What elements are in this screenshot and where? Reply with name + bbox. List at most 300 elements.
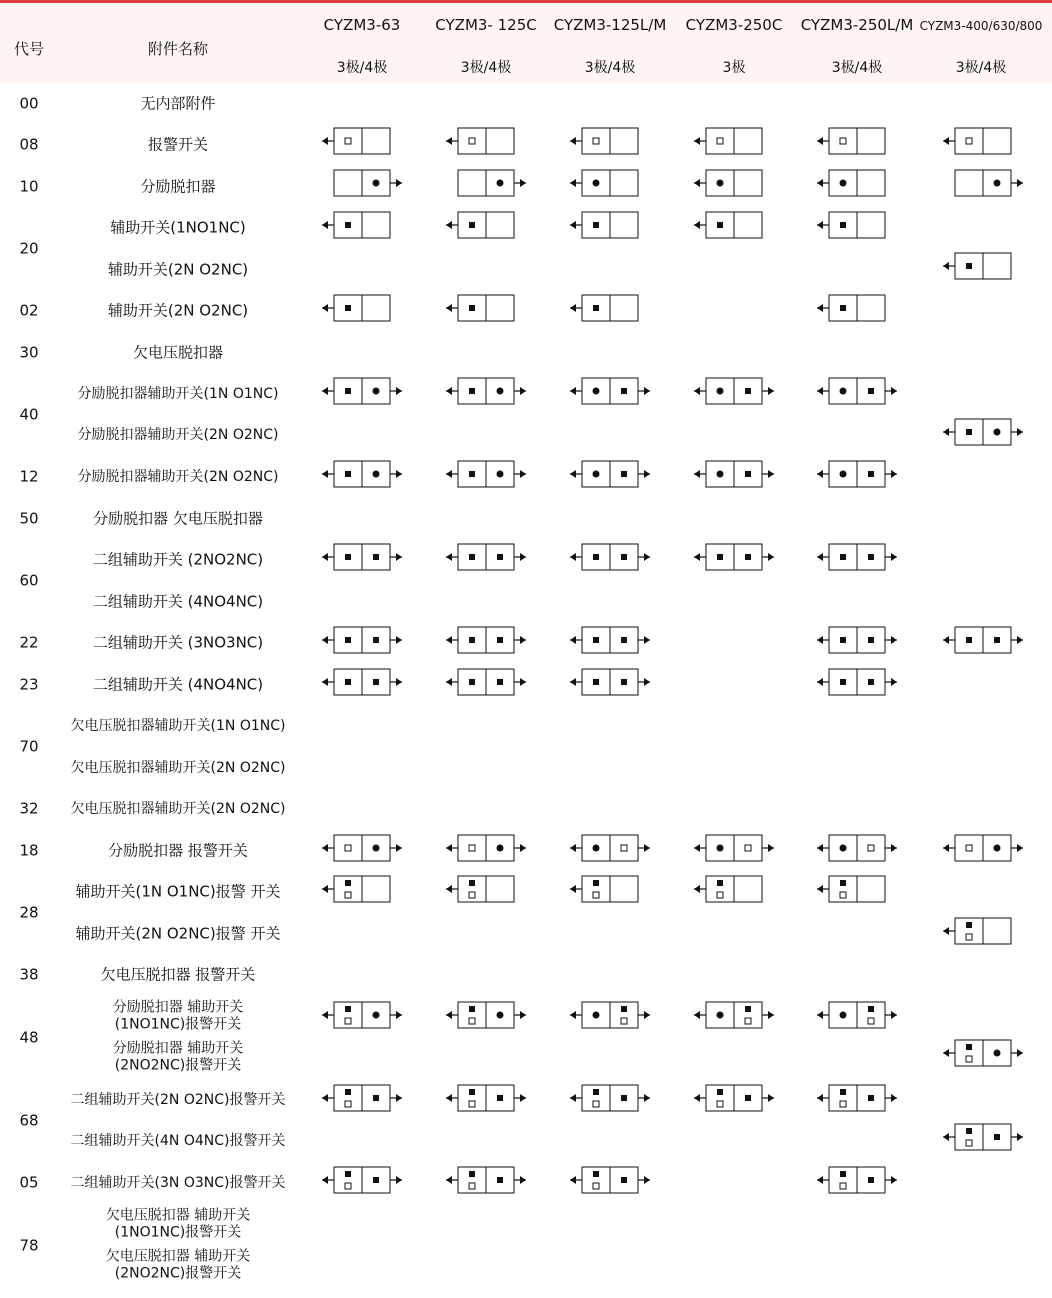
aux-switch-mark <box>373 1177 379 1183</box>
aux-switch-mark <box>840 1171 846 1177</box>
name-cell: 分励脱扣器辅助开关(1N O1NC) <box>77 386 279 402</box>
aux-switch-mark <box>621 637 627 643</box>
name-cell: 欠电压脱扣器 <box>132 343 223 362</box>
arrow-icon <box>446 470 452 478</box>
alarm-switch-mark <box>345 892 351 898</box>
code-cell: 40 <box>19 405 39 424</box>
aux-switch-mark <box>469 1006 475 1012</box>
accessory-symbol <box>817 669 897 695</box>
arrow-icon <box>694 387 700 395</box>
code-cell: 60 <box>19 571 39 590</box>
aux-switch-mark <box>593 554 599 560</box>
alarm-switch-mark <box>469 892 475 898</box>
name-cell: 辅助开关(1N O1NC)报警 开关 <box>75 882 281 901</box>
alarm-switch-mark <box>469 1101 475 1107</box>
poles-header-5: 3极/4极 <box>831 60 883 76</box>
alarm-switch-mark <box>469 845 475 851</box>
arrow-icon <box>694 179 700 187</box>
name-cell: 辅助开关(1NO1NC) <box>110 218 246 237</box>
code-cell: 70 <box>19 737 39 756</box>
aux-switch-mark <box>593 1171 599 1177</box>
accessory-symbol <box>570 461 650 487</box>
arrow-icon <box>817 1176 823 1184</box>
aux-switch-mark <box>345 471 351 477</box>
arrow-icon <box>520 1011 526 1019</box>
accessory-symbol <box>943 627 1023 653</box>
arrow-icon <box>322 1176 328 1184</box>
accessory-symbol <box>322 835 402 861</box>
alarm-switch-mark <box>593 892 599 898</box>
arrow-icon <box>396 844 402 852</box>
arrow-icon <box>446 1094 452 1102</box>
arrow-icon <box>570 636 576 644</box>
poles-header-4: 3极 <box>722 60 746 76</box>
accessory-symbol <box>694 1085 774 1111</box>
aux-switch-mark <box>745 471 751 477</box>
alarm-switch-mark <box>345 1101 351 1107</box>
arrow-icon <box>520 636 526 644</box>
shunt-release-mark <box>717 1012 724 1019</box>
code-cell: 08 <box>19 135 39 154</box>
accessory-symbol <box>817 835 897 861</box>
model-header-4: CYZM3-250C <box>685 16 783 34</box>
arrow-icon <box>694 885 700 893</box>
accessory-symbol <box>570 1085 650 1111</box>
aux-switch-mark <box>469 880 475 886</box>
model-header-2: CYZM3- 125C <box>435 16 537 34</box>
arrow-icon <box>817 304 823 312</box>
arrow-icon <box>644 470 650 478</box>
arrow-icon <box>322 844 328 852</box>
arrow-icon <box>570 137 576 145</box>
accessory-symbol <box>570 128 638 154</box>
arrow-icon <box>322 678 328 686</box>
code-cell: 18 <box>19 841 39 860</box>
arrow-icon <box>570 179 576 187</box>
aux-switch-mark <box>469 1171 475 1177</box>
arrow-icon <box>891 553 897 561</box>
arrow-icon <box>768 844 774 852</box>
arrow-icon <box>520 387 526 395</box>
accessory-symbol <box>570 876 638 902</box>
aux-switch-mark <box>868 679 874 685</box>
shunt-release-mark <box>840 845 847 852</box>
arrow-icon <box>446 221 452 229</box>
arrow-icon <box>694 221 700 229</box>
model-header-5: CYZM3-250L/M <box>800 16 914 34</box>
accessory-symbol <box>446 295 514 321</box>
shunt-release-mark <box>840 180 847 187</box>
code-cell: 00 <box>19 94 39 113</box>
accessory-symbol <box>694 170 762 196</box>
aux-switch-mark <box>621 1006 627 1012</box>
aux-switch-mark <box>966 263 972 269</box>
arrow-icon <box>446 885 452 893</box>
arrow-icon <box>943 428 949 436</box>
accessory-symbol <box>446 128 514 154</box>
aux-switch-mark <box>745 554 751 560</box>
arrow-icon <box>943 927 949 935</box>
model-header-6: CYZM3-400/630/800 <box>919 19 1043 33</box>
aux-switch-mark <box>868 1095 874 1101</box>
arrow-icon <box>768 1011 774 1019</box>
name-cell: 欠电压脱扣器 辅助开关 <box>105 1248 251 1265</box>
shunt-release-mark <box>840 388 847 395</box>
accessory-symbol <box>570 378 650 404</box>
accessory-symbol <box>817 627 897 653</box>
shunt-release-mark <box>994 429 1001 436</box>
aux-switch-mark <box>621 388 627 394</box>
name-cell: 分励脱扣器 辅助开关 <box>112 999 244 1016</box>
accessory-symbol <box>694 461 774 487</box>
arrow-icon <box>396 678 402 686</box>
arrow-icon <box>570 304 576 312</box>
alarm-switch-mark <box>345 1183 351 1189</box>
aux-switch-mark <box>593 222 599 228</box>
accessory-symbol <box>943 1040 1023 1066</box>
alarm-switch-mark <box>966 1140 972 1146</box>
shunt-release-mark <box>593 471 600 478</box>
alarm-switch-mark <box>621 1018 627 1024</box>
arrow-icon <box>396 1094 402 1102</box>
accessory-symbol <box>322 627 402 653</box>
aux-switch-mark <box>469 305 475 311</box>
arrow-icon <box>322 885 328 893</box>
aux-switch-mark <box>469 554 475 560</box>
arrow-icon <box>817 678 823 686</box>
accessory-symbol <box>446 1002 526 1028</box>
accessory-symbol <box>322 128 390 154</box>
arrow-icon <box>520 1176 526 1184</box>
arrow-icon <box>644 387 650 395</box>
aux-switch-mark <box>966 1128 972 1134</box>
aux-switch-mark <box>994 637 1000 643</box>
arrow-icon <box>817 636 823 644</box>
name-cell: 无内部附件 <box>140 94 216 113</box>
accessory-symbol <box>446 669 526 695</box>
arrow-icon <box>446 636 452 644</box>
arrow-icon <box>644 636 650 644</box>
arrow-icon <box>694 553 700 561</box>
arrow-icon <box>817 844 823 852</box>
arrow-icon <box>694 1011 700 1019</box>
aux-switch-mark <box>840 305 846 311</box>
alarm-switch-mark <box>868 1018 874 1024</box>
arrow-icon <box>817 553 823 561</box>
arrow-icon <box>943 1049 949 1057</box>
aux-switch-mark <box>497 554 503 560</box>
arrow-icon <box>322 470 328 478</box>
arrow-icon <box>644 844 650 852</box>
arrow-icon <box>644 1176 650 1184</box>
arrow-icon <box>891 636 897 644</box>
alarm-switch-mark <box>840 1183 846 1189</box>
arrow-icon <box>694 470 700 478</box>
arrow-icon <box>570 470 576 478</box>
aux-switch-mark <box>373 1095 379 1101</box>
arrow-icon <box>446 1011 452 1019</box>
aux-switch-mark <box>593 679 599 685</box>
aux-switch-mark <box>497 679 503 685</box>
accessory-symbol <box>694 212 762 238</box>
shunt-release-mark <box>717 471 724 478</box>
aux-switch-mark <box>840 222 846 228</box>
arrow-icon <box>396 470 402 478</box>
accessory-symbol <box>817 1167 897 1193</box>
accessory-symbol <box>817 378 897 404</box>
code-cell: 50 <box>19 509 39 528</box>
aux-switch-mark <box>345 388 351 394</box>
name-cell: 欠电压脱扣器辅助开关(2N O2NC) <box>70 801 286 817</box>
aux-switch-mark <box>717 222 723 228</box>
accessory-symbol <box>322 1085 402 1111</box>
arrow-icon <box>570 553 576 561</box>
aux-switch-mark <box>469 679 475 685</box>
aux-switch-mark <box>745 388 751 394</box>
code-cell: 78 <box>19 1236 39 1255</box>
aux-switch-mark <box>345 679 351 685</box>
alarm-switch-mark <box>966 845 972 851</box>
aux-switch-mark <box>497 637 503 643</box>
name-cell: (1NO1NC)报警开关 <box>114 1016 242 1033</box>
arrow-icon <box>891 1176 897 1184</box>
shunt-release-mark <box>717 388 724 395</box>
arrow-icon <box>817 387 823 395</box>
arrow-icon <box>1017 1049 1023 1057</box>
arrow-icon <box>1017 428 1023 436</box>
arrow-icon <box>322 221 328 229</box>
accessory-symbol <box>817 170 885 196</box>
arrow-icon <box>396 553 402 561</box>
name-cell: 分励脱扣器 欠电压脱扣器 <box>93 509 263 528</box>
accessory-symbol <box>694 128 762 154</box>
accessory-symbol <box>817 876 885 902</box>
arrow-icon <box>817 1011 823 1019</box>
shunt-release-mark <box>373 845 380 852</box>
shunt-release-mark <box>593 1012 600 1019</box>
arrow-icon <box>768 553 774 561</box>
aux-switch-mark <box>345 222 351 228</box>
aux-switch-mark <box>593 1089 599 1095</box>
arrow-icon <box>768 1094 774 1102</box>
alarm-switch-mark <box>469 1018 475 1024</box>
name-cell: 分励脱扣器辅助开关(2N O2NC) <box>77 427 279 443</box>
shunt-release-mark <box>994 845 1001 852</box>
name-cell: 二组辅助开关 (4NO4NC) <box>92 675 264 694</box>
poles-header-3: 3极/4极 <box>584 60 636 76</box>
arrow-icon <box>943 1133 949 1141</box>
alarm-switch-mark <box>621 845 627 851</box>
code-cell: 20 <box>19 239 39 258</box>
accessory-symbol <box>955 170 1023 196</box>
arrow-icon <box>891 387 897 395</box>
aux-switch-mark <box>497 1177 503 1183</box>
aux-switch-mark <box>373 637 379 643</box>
shunt-release-mark <box>373 388 380 395</box>
shunt-release-mark <box>840 1012 847 1019</box>
arrow-icon <box>396 1176 402 1184</box>
accessory-symbol <box>446 627 526 653</box>
alarm-switch-mark <box>469 138 475 144</box>
aux-switch-mark <box>717 1089 723 1095</box>
accessory-symbol <box>322 544 402 570</box>
arrow-icon <box>322 553 328 561</box>
name-cell: 分励脱扣器 报警开关 <box>108 841 248 860</box>
accessory-symbol <box>570 295 638 321</box>
alarm-switch-mark <box>469 1183 475 1189</box>
arrow-icon <box>817 1094 823 1102</box>
accessory-symbol <box>694 835 774 861</box>
arrow-icon <box>570 387 576 395</box>
arrow-icon <box>520 553 526 561</box>
arrow-icon <box>644 1094 650 1102</box>
shunt-release-mark <box>717 180 724 187</box>
model-header-3: CYZM3-125L/M <box>553 16 667 34</box>
arrow-icon <box>943 262 949 270</box>
accessory-symbol <box>694 876 762 902</box>
name-cell: 辅助开关(2N O2NC) <box>107 301 249 320</box>
accessory-symbol <box>446 1085 526 1111</box>
alarm-switch-mark <box>593 138 599 144</box>
arrow-icon <box>570 844 576 852</box>
aux-switch-mark <box>868 388 874 394</box>
aux-switch-mark <box>373 679 379 685</box>
aux-switch-mark <box>593 880 599 886</box>
accessory-symbol <box>570 835 650 861</box>
aux-switch-mark <box>745 1006 751 1012</box>
name-cell: 报警开关 <box>147 135 208 154</box>
accessory-symbol <box>817 544 897 570</box>
accessory-symbol <box>322 876 390 902</box>
arrow-icon <box>520 844 526 852</box>
accessory-symbol <box>322 295 390 321</box>
accessory-symbol <box>943 835 1023 861</box>
aux-switch-mark <box>345 1171 351 1177</box>
arrow-icon <box>644 553 650 561</box>
alarm-switch-mark <box>966 1056 972 1062</box>
aux-switch-mark <box>621 471 627 477</box>
name-cell: 欠电压脱扣器 报警开关 <box>100 965 256 984</box>
arrow-icon <box>1017 636 1023 644</box>
arrow-icon <box>644 678 650 686</box>
code-cell: 12 <box>19 467 39 486</box>
alarm-switch-mark <box>745 1018 751 1024</box>
accessory-symbol <box>817 212 885 238</box>
arrow-icon <box>644 1011 650 1019</box>
aux-switch-mark <box>469 222 475 228</box>
poles-header-1: 3极/4极 <box>336 60 388 76</box>
name-cell: 分励脱扣器 辅助开关 <box>112 1040 244 1057</box>
arrow-icon <box>322 387 328 395</box>
accessory-symbol <box>446 378 526 404</box>
aux-switch-mark <box>345 1089 351 1095</box>
arrow-icon <box>570 1094 576 1102</box>
shunt-release-mark <box>593 180 600 187</box>
arrow-icon <box>520 1094 526 1102</box>
accessory-symbol <box>694 1002 774 1028</box>
arrow-icon <box>943 844 949 852</box>
arrow-icon <box>891 1011 897 1019</box>
shunt-release-mark <box>840 471 847 478</box>
arrow-icon <box>570 885 576 893</box>
arrow-icon <box>694 844 700 852</box>
aux-switch-mark <box>469 471 475 477</box>
arrow-icon <box>891 1094 897 1102</box>
poles-header-2: 3极/4极 <box>460 60 512 76</box>
shunt-release-mark <box>497 388 504 395</box>
name-cell: 二组辅助开关(3N O3NC)报警开关 <box>70 1175 286 1191</box>
accessory-symbol <box>817 1085 897 1111</box>
aux-switch-mark <box>868 1006 874 1012</box>
arrow-icon <box>891 844 897 852</box>
code-column-header: 代号 <box>13 40 44 58</box>
name-cell: 二组辅助开关 (3NO3NC) <box>92 633 264 652</box>
code-cell: 22 <box>19 633 39 652</box>
alarm-switch-mark <box>745 845 751 851</box>
alarm-switch-mark <box>966 138 972 144</box>
arrow-icon <box>891 470 897 478</box>
shunt-release-mark <box>497 845 504 852</box>
arrow-icon <box>1017 844 1023 852</box>
aux-switch-mark <box>345 1006 351 1012</box>
arrow-icon <box>943 636 949 644</box>
arrow-icon <box>817 137 823 145</box>
name-cell: 分励脱扣器 <box>140 177 216 196</box>
aux-switch-mark <box>345 305 351 311</box>
aux-switch-mark <box>469 637 475 643</box>
name-cell: (1NO1NC)报警开关 <box>114 1224 242 1241</box>
name-cell: 二组辅助开关 (2NO2NC) <box>92 550 264 569</box>
name-cell: 辅助开关(2N O2NC) <box>107 260 249 279</box>
aux-switch-mark <box>621 1177 627 1183</box>
name-cell: 二组辅助开关(2N O2NC)报警开关 <box>70 1092 286 1108</box>
name-cell: (2NO2NC)报警开关 <box>114 1057 242 1074</box>
accessory-symbol <box>322 378 402 404</box>
arrow-icon <box>694 137 700 145</box>
shunt-release-mark <box>593 845 600 852</box>
arrow-icon <box>817 470 823 478</box>
shunt-release-mark <box>497 471 504 478</box>
accessory-symbol <box>446 876 514 902</box>
name-cell: 欠电压脱扣器 辅助开关 <box>105 1207 251 1224</box>
arrow-icon <box>396 1011 402 1019</box>
aux-switch-mark <box>840 1089 846 1095</box>
code-cell: 23 <box>19 675 39 694</box>
accessory-symbol <box>817 1002 897 1028</box>
accessory-symbol <box>570 212 638 238</box>
accessory-symbol <box>570 544 650 570</box>
shunt-release-mark <box>373 471 380 478</box>
arrow-icon <box>570 1176 576 1184</box>
code-cell: 38 <box>19 965 39 984</box>
accessory-symbol <box>943 253 1011 279</box>
aux-switch-mark <box>621 679 627 685</box>
alarm-switch-mark <box>840 892 846 898</box>
model-header-1: CYZM3-63 <box>323 16 401 34</box>
arrow-icon <box>446 678 452 686</box>
shunt-release-mark <box>497 180 504 187</box>
arrow-icon <box>446 1176 452 1184</box>
alarm-switch-mark <box>593 1183 599 1189</box>
aux-switch-mark <box>745 1095 751 1101</box>
arrow-icon <box>322 636 328 644</box>
arrow-icon <box>1017 1133 1023 1141</box>
accessory-symbol <box>570 1167 650 1193</box>
accessory-symbol <box>817 295 885 321</box>
arrow-icon <box>694 1094 700 1102</box>
accessory-symbol <box>817 128 885 154</box>
accessory-symbol <box>446 461 526 487</box>
